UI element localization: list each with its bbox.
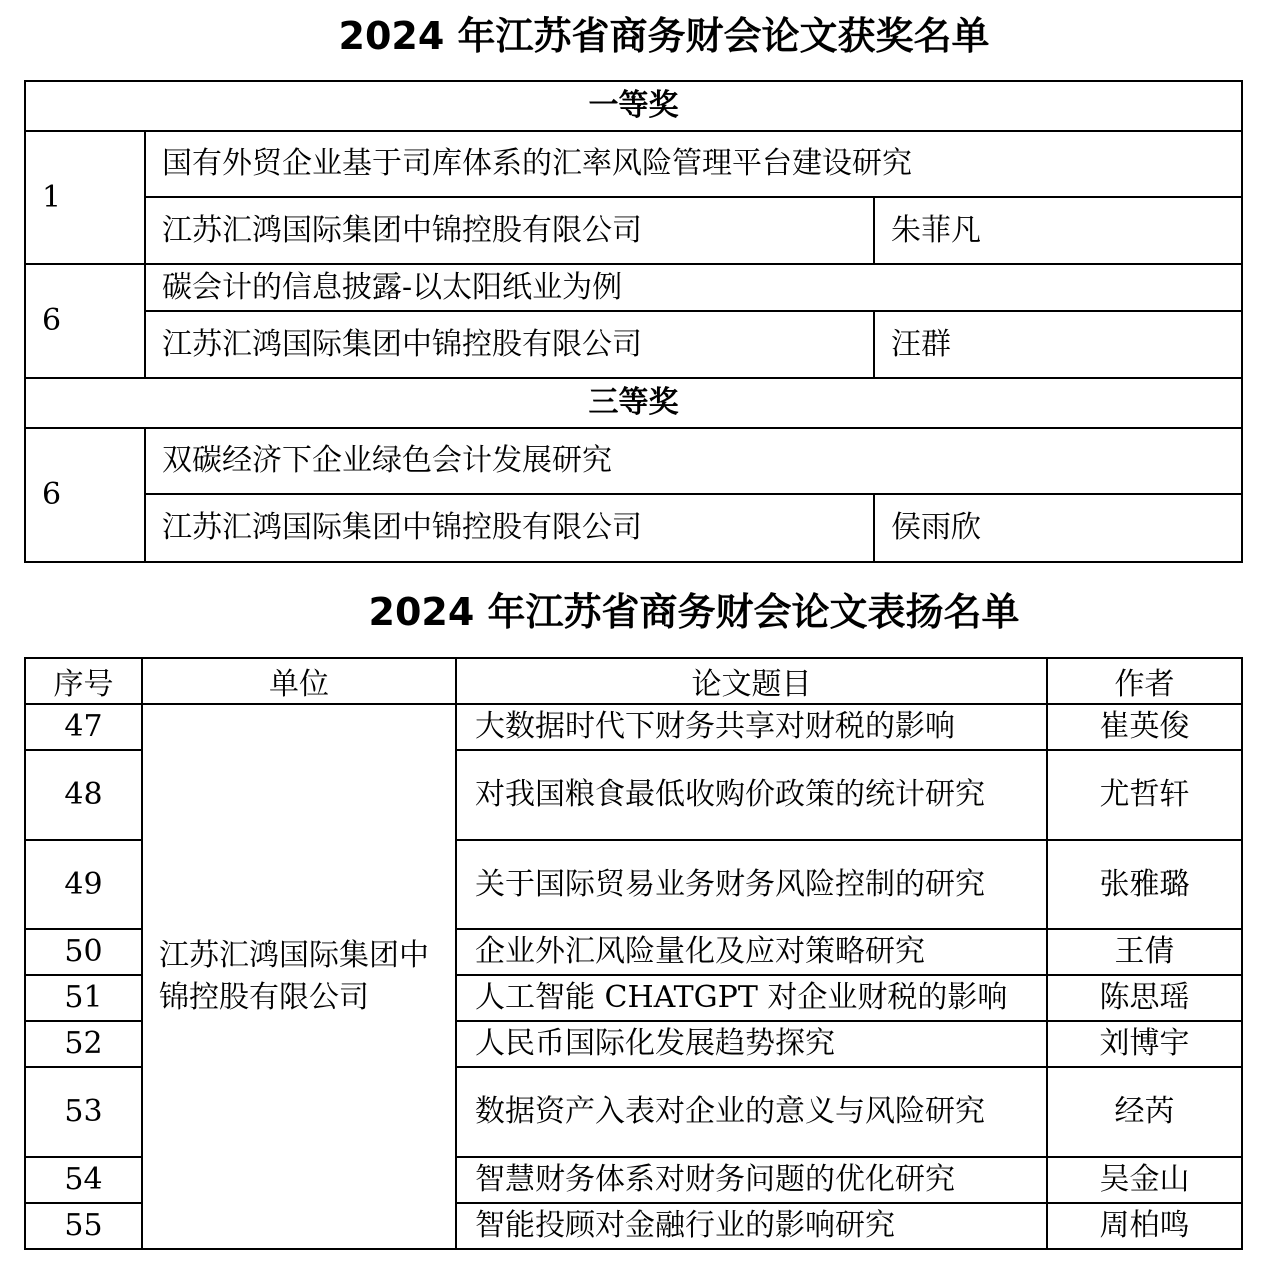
table-row: [25, 704, 1242, 750]
row-topic: 对我国粮食最低收购价政策的统计研究: [456, 750, 1047, 840]
award-unit: 江苏汇鸿国际集团中锦控股有限公司: [145, 197, 874, 264]
row-topic: 数据资产入表对企业的意义与风险研究: [456, 1067, 1047, 1157]
row-seq: 53: [25, 1067, 142, 1157]
row-author: 王倩: [1047, 929, 1242, 975]
award-row: [25, 264, 1242, 311]
header-seq: 序号: [25, 658, 142, 704]
row-seq: 50: [25, 929, 142, 975]
section-header-third-prize: 三等奖: [25, 378, 1242, 428]
award-row: [25, 494, 1242, 562]
commend-table: [24, 657, 1243, 1250]
section-header-row: [25, 81, 1242, 131]
row-seq: 51: [25, 975, 142, 1021]
award-row: [25, 311, 1242, 378]
row-author: 周柏鸣: [1047, 1203, 1242, 1249]
row-topic: 关于国际贸易业务财务风险控制的研究: [456, 840, 1047, 929]
award-author: 汪群: [874, 311, 1242, 378]
award-table: [24, 80, 1243, 563]
row-seq: 49: [25, 840, 142, 929]
award-author: 朱菲凡: [874, 197, 1242, 264]
row-unit: [142, 704, 456, 1249]
row-topic: 大数据时代下财务共享对财税的影响: [456, 704, 1047, 750]
award-unit: 江苏汇鸿国际集团中锦控股有限公司: [145, 494, 874, 562]
row-seq: 55: [25, 1203, 142, 1249]
row-seq: 47: [25, 704, 142, 750]
unit-name: 江苏汇鸿国际集团中锦控股有限公司: [159, 937, 429, 1015]
award-unit: 江苏汇鸿国际集团中锦控股有限公司: [145, 311, 874, 378]
row-author: 经芮: [1047, 1067, 1242, 1157]
row-author: 吴金山: [1047, 1157, 1242, 1203]
row-author: 尤哲轩: [1047, 750, 1242, 840]
row-author: 崔英俊: [1047, 704, 1242, 750]
award-row: [25, 428, 1242, 494]
award-topic: 碳会计的信息披露-以太阳纸业为例: [145, 264, 1242, 311]
row-topic: 智能投顾对金融行业的影响研究: [456, 1203, 1047, 1249]
award-number: 6: [25, 264, 145, 378]
award-number: 1: [25, 131, 145, 264]
award-row: [25, 131, 1242, 197]
row-topic: 智慧财务体系对财务问题的优化研究: [456, 1157, 1047, 1203]
award-list-title: 2024 年江苏省商务财会论文获奖名单: [338, 14, 990, 58]
award-author: 侯雨欣: [874, 494, 1242, 562]
row-seq: 52: [25, 1021, 142, 1067]
header-topic: 论文题目: [456, 658, 1047, 704]
award-number: 6: [25, 428, 145, 562]
commend-list-title: 2024 年江苏省商务财会论文表扬名单: [368, 590, 1020, 634]
row-seq: 54: [25, 1157, 142, 1203]
row-topic: 企业外汇风险量化及应对策略研究: [456, 929, 1047, 975]
header-author: 作者: [1047, 658, 1242, 704]
table-header-row: [25, 658, 1242, 704]
row-author: 刘博宇: [1047, 1021, 1242, 1067]
row-topic: 人工智能 CHATGPT 对企业财税的影响: [456, 975, 1047, 1021]
section-header-row: [25, 378, 1242, 428]
row-author: 陈思瑶: [1047, 975, 1242, 1021]
row-seq: 48: [25, 750, 142, 840]
award-row: [25, 197, 1242, 264]
section-header-first-prize: 一等奖: [25, 81, 1242, 131]
award-topic: 双碳经济下企业绿色会计发展研究: [145, 428, 1242, 494]
header-unit: 单位: [142, 658, 456, 704]
row-topic: 人民币国际化发展趋势探究: [456, 1021, 1047, 1067]
award-topic: 国有外贸企业基于司库体系的汇率风险管理平台建设研究: [145, 131, 1242, 197]
row-author: 张雅璐: [1047, 840, 1242, 929]
